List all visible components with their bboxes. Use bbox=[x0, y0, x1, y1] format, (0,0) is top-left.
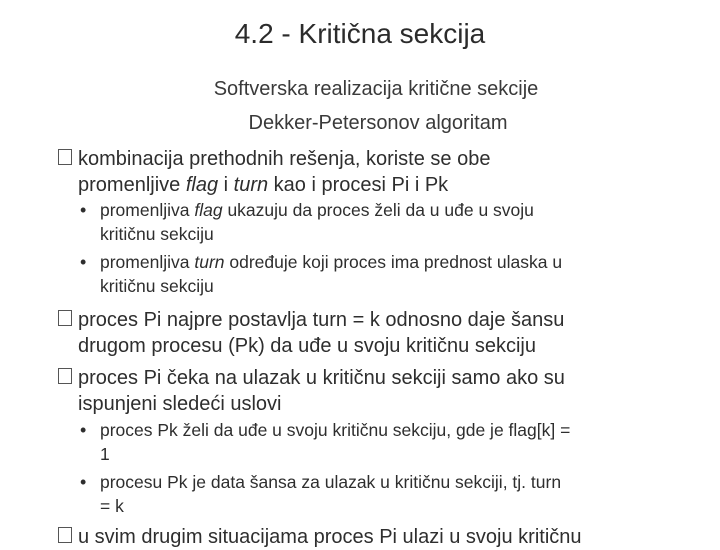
subbullet-pk-wants: • proces Pk želi da uđe u svoju kritičnu sekciju, gde je flag[k] = 1 bbox=[80, 420, 571, 464]
bullet-other-situations: u svim drugim situacijama proces Pi ulazi u svoju kritičnu bbox=[58, 524, 708, 550]
bullet-combination bbox=[58, 146, 698, 198]
subtitle-software-realization: Softverska realizacija kritične sekcije bbox=[213, 78, 539, 100]
bullet-dot-icon: • bbox=[80, 252, 87, 272]
bullet-process-waits: proces Pi čeka na ulazak u kritičnu sekciji samo ako su ispunjeni sledeći uslovi bbox=[58, 365, 708, 417]
subbullet-turn: • promenljiva turn određuje koji proces ima prednost ulaska u kritičnu sekciju bbox=[80, 252, 563, 296]
slide-title: 4.2 - Kritična sekcija bbox=[234, 18, 486, 49]
bullet-dot-icon: • bbox=[80, 200, 87, 220]
bullet-dot-icon: • bbox=[80, 420, 87, 440]
bullet-process-sets-turn: proces Pi najpre postavlja turn = k odnosno daje šansu drugom procesu (Pk) da uđe u svoju kritičnu sekciju bbox=[58, 307, 708, 359]
bullet-text-line1: kombinacija prethodnih rešenja, koriste se obe bbox=[78, 148, 491, 170]
bullet-text-line2: promenljive flag i turn kao i procesi Pi i Pk bbox=[78, 174, 449, 196]
subbullet-pk-given-chance: • procesu Pk je data šansa za ulazak u kritičnu sekciji, tj. turn = k bbox=[80, 472, 562, 516]
bullet-box-icon bbox=[58, 149, 72, 165]
bullet-box-icon bbox=[58, 310, 72, 326]
bullet-box-icon bbox=[58, 368, 72, 384]
bullet-box-icon bbox=[58, 527, 72, 543]
subtitle-algorithm: Dekker-Petersonov algoritam bbox=[248, 112, 508, 134]
subbullet-flag: • promenljiva flag ukazuju da proces želi da u uđe u svoju kritičnu sekciju bbox=[80, 200, 534, 244]
bullet-dot-icon: • bbox=[80, 472, 87, 492]
